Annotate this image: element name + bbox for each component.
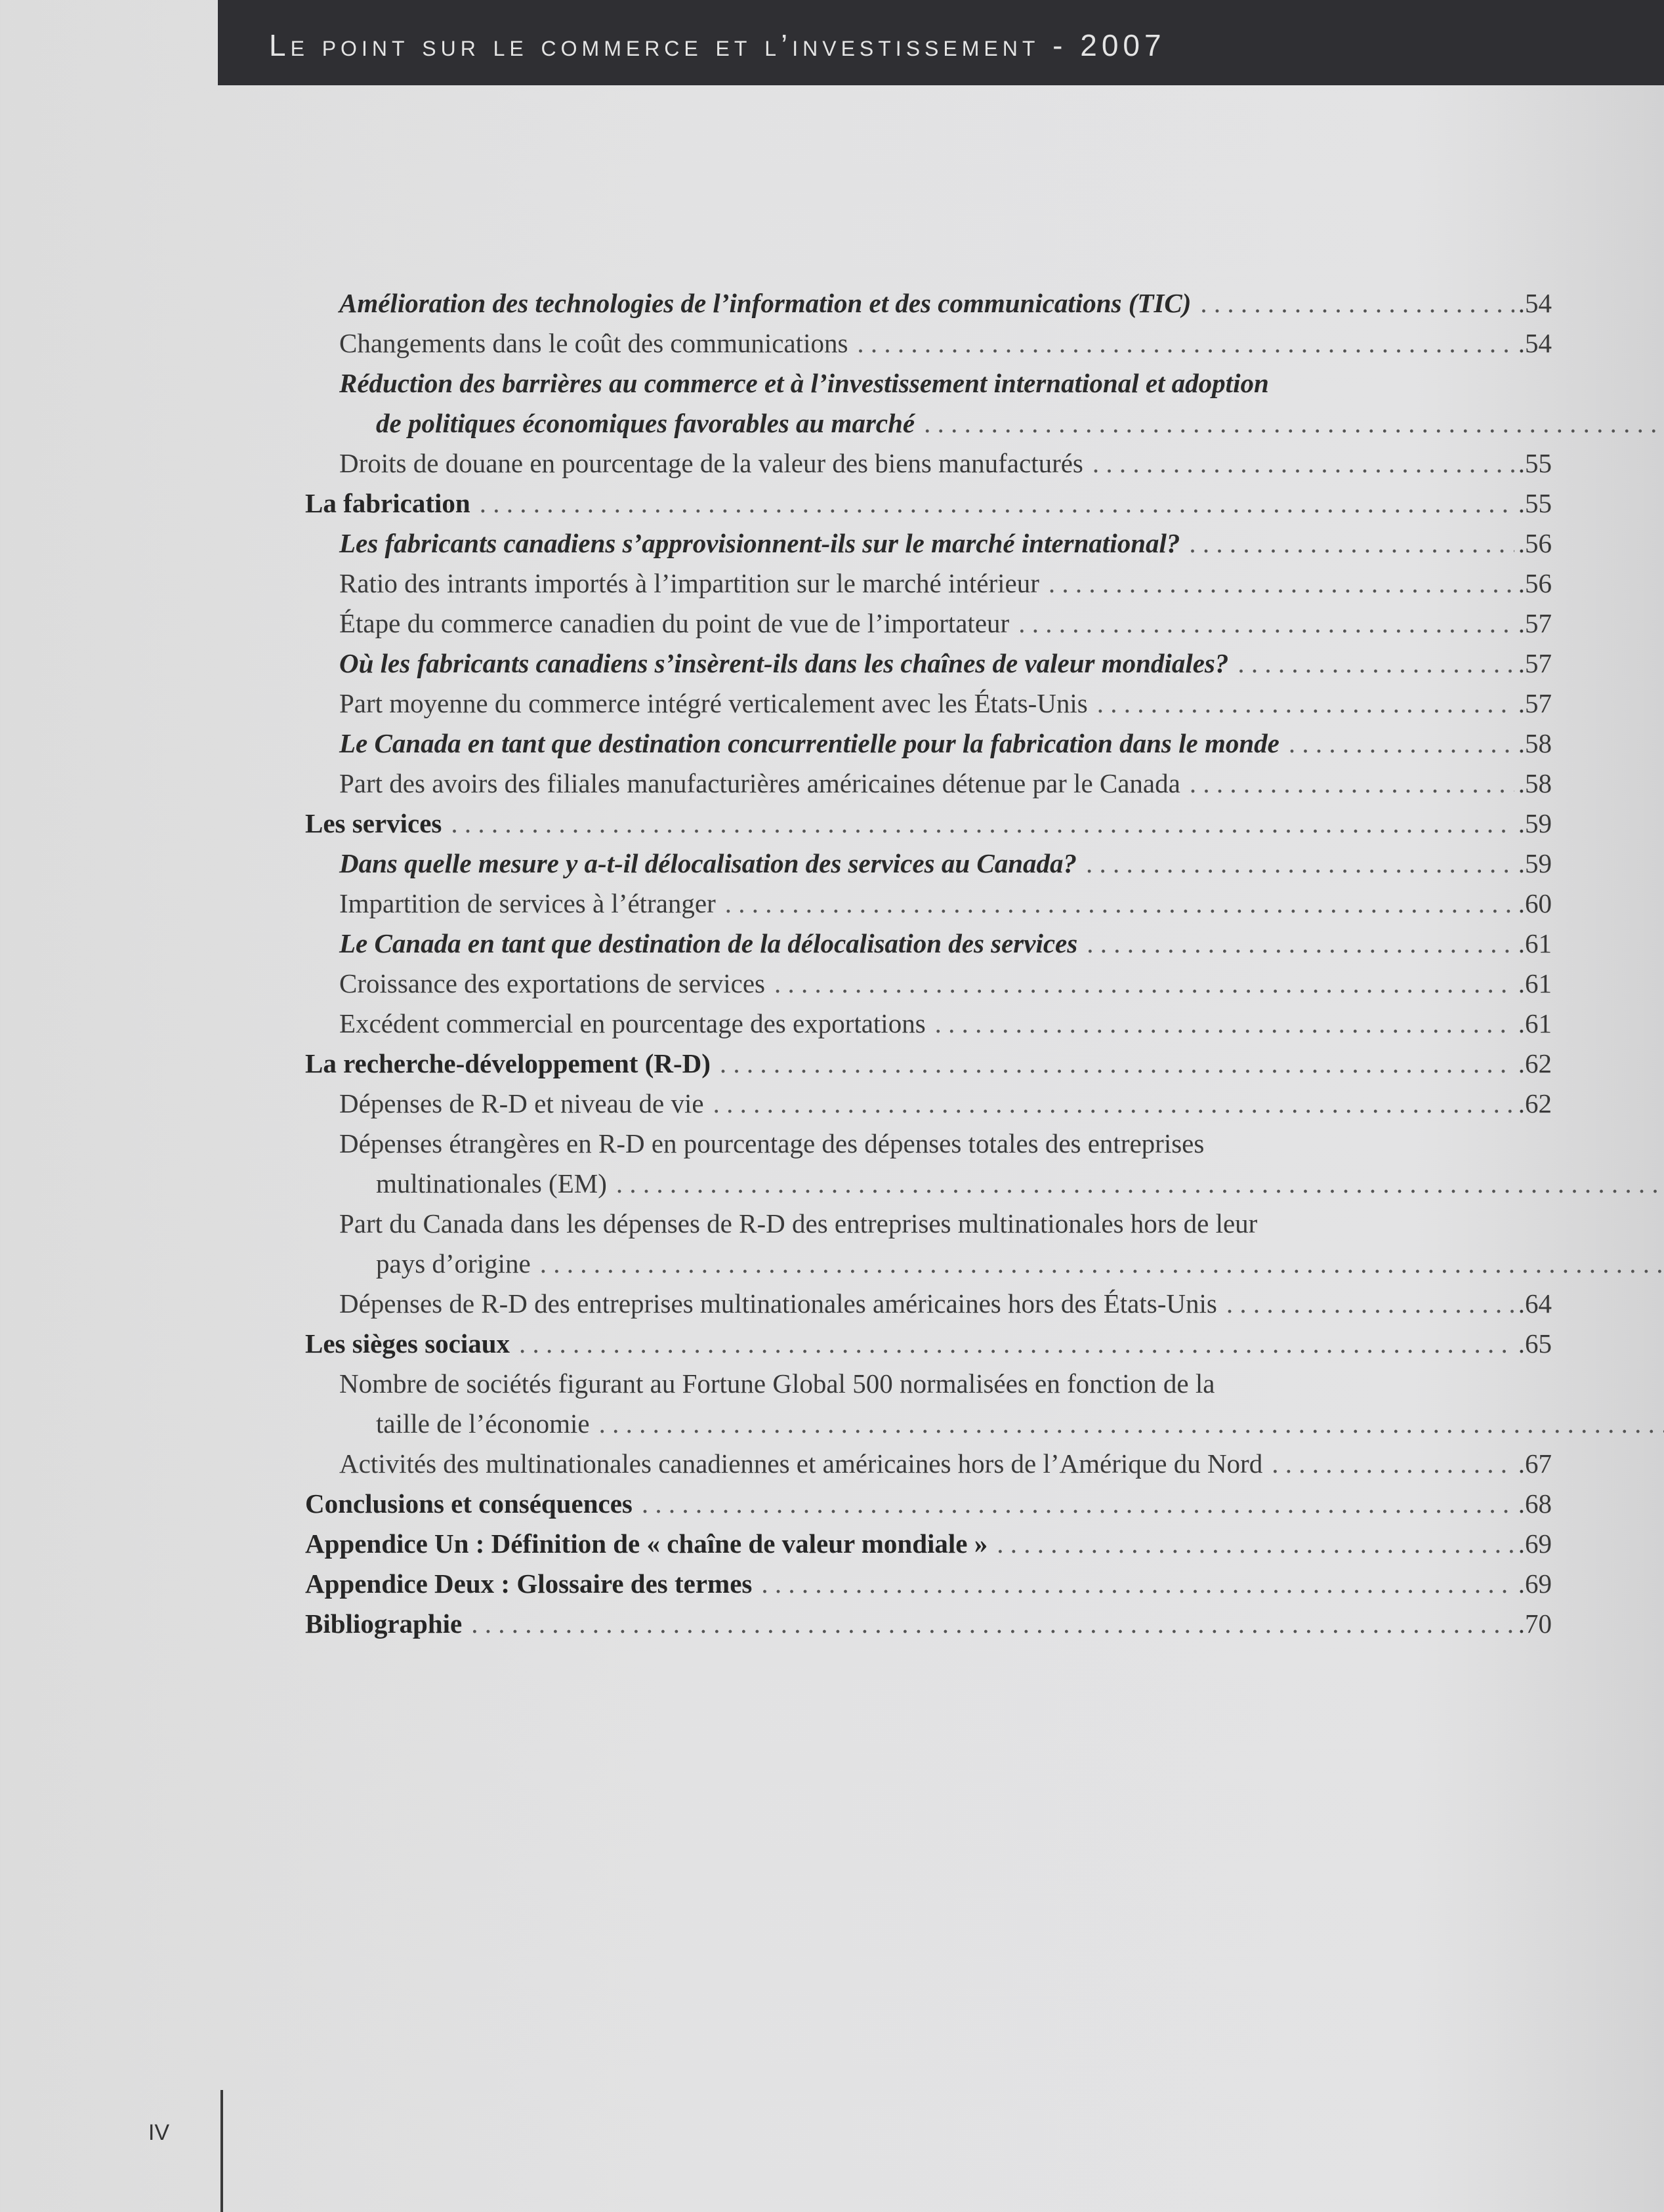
toc-entry-title: Le Canada en tant que destination de la délocalisation des services <box>339 928 1078 958</box>
toc-entry-title: Les fabricants canadiens s’approvisionnent-ils sur le marché international? <box>339 528 1180 558</box>
toc-entry-title: Croissance des exportations de services <box>339 968 765 998</box>
dot-leader <box>1289 724 1514 764</box>
toc-entry[interactable] <box>305 1524 1552 1564</box>
toc-page-number: .57 <box>1518 648 1552 678</box>
toc-page-number: .65 <box>1518 1328 1552 1359</box>
toc-entry[interactable] <box>305 844 1552 884</box>
dot-leader <box>774 964 1514 1004</box>
toc-entry[interactable] <box>305 644 1552 684</box>
dot-leader <box>1087 924 1514 964</box>
dot-leader <box>471 1604 1514 1644</box>
dot-leader <box>599 1408 1664 1439</box>
toc-entry[interactable] <box>305 1444 1552 1484</box>
dot-leader <box>1190 764 1514 804</box>
toc-entry-title: Où les fabricants canadiens s’insèrent-ils dans les chaînes de valeur mondiales? <box>339 648 1229 678</box>
toc-entry[interactable] <box>305 363 1552 443</box>
toc-page-number: .57 <box>1518 688 1552 718</box>
dot-leader <box>1272 1444 1514 1484</box>
toc-page-number: .54 <box>1518 328 1552 358</box>
toc-entry[interactable] <box>305 684 1552 724</box>
toc-entry[interactable] <box>305 924 1552 964</box>
toc-page-number: .58 <box>1518 728 1552 758</box>
toc-entry-title: Les services <box>305 808 442 838</box>
toc-entry-title-continued: pays d’origine <box>376 1248 531 1279</box>
dot-leader <box>997 1524 1514 1564</box>
dot-leader <box>451 804 1514 844</box>
toc-entry[interactable] <box>305 1484 1552 1524</box>
toc-entry[interactable] <box>305 483 1552 523</box>
dot-leader <box>480 483 1514 523</box>
dot-leader <box>1092 443 1514 483</box>
dot-leader <box>857 323 1514 363</box>
toc-entry-title: Dans quelle mesure y a-t-il délocalisation des services au Canada? <box>339 848 1077 878</box>
dot-leader <box>1049 563 1514 604</box>
toc-entry-title: Part des avoirs des filiales manufacturières américaines détenue par le Canada <box>339 768 1180 798</box>
toc-page-number: .69 <box>1518 1568 1552 1599</box>
toc-entry-title: Part du Canada dans les dépenses de R-D des entreprises multinationales hors de leur <box>339 1208 1258 1239</box>
dot-leader <box>725 884 1514 924</box>
toc-entry-title: Conclusions et conséquences <box>305 1488 633 1519</box>
toc-entry[interactable] <box>305 1124 1552 1204</box>
toc-entry-title: Dépenses étrangères en R-D en pourcentage des dépenses totales des entreprises <box>339 1128 1205 1158</box>
toc-entry-title: Étape du commerce canadien du point de vue de l’importateur <box>339 608 1010 638</box>
page-number: IV <box>148 2120 170 2145</box>
toc-page-number: .54 <box>1518 288 1552 318</box>
toc-page-number: .70 <box>1518 1608 1552 1639</box>
table-of-contents <box>305 283 1552 1644</box>
dot-leader <box>1189 523 1514 563</box>
toc-entry[interactable] <box>305 523 1552 563</box>
toc-entry[interactable] <box>305 1324 1552 1364</box>
toc-entry[interactable] <box>305 764 1552 804</box>
toc-entry-title: Nombre de sociétés figurant au Fortune Global 500 normalisées en fonction de la <box>339 1368 1215 1399</box>
toc-entry-title: Dépenses de R-D et niveau de vie <box>339 1088 704 1118</box>
toc-entry[interactable] <box>305 1204 1552 1284</box>
toc-entry-title: Ratio des intrants importés à l’impartition sur le marché intérieur <box>339 568 1039 598</box>
toc-entry-title: La recherche-développement (R-D) <box>305 1048 711 1078</box>
toc-page-number: .62 <box>1518 1088 1552 1118</box>
toc-page-number: .56 <box>1518 568 1552 598</box>
dot-leader <box>924 408 1664 438</box>
toc-entry[interactable] <box>305 804 1552 844</box>
toc-entry[interactable] <box>305 604 1552 644</box>
toc-page-number: .61 <box>1518 1008 1552 1038</box>
toc-entry[interactable] <box>305 1364 1552 1444</box>
dot-leader <box>713 1084 1514 1124</box>
toc-entry[interactable] <box>305 1604 1552 1644</box>
toc-entry[interactable] <box>305 1004 1552 1044</box>
dot-leader <box>1097 684 1514 724</box>
dot-leader <box>761 1564 1514 1604</box>
toc-page-number: .62 <box>1518 1048 1552 1078</box>
toc-entry-title: Activités des multinationales canadiennes et américaines hors de l’Amérique du Nord <box>339 1448 1263 1479</box>
toc-entry-title: Les sièges sociaux <box>305 1328 510 1359</box>
dot-leader <box>540 1248 1664 1279</box>
toc-page-number: .55 <box>1518 488 1552 518</box>
toc-page-number: .56 <box>1518 528 1552 558</box>
toc-page-number: .55 <box>1518 448 1552 478</box>
toc-entry[interactable] <box>305 1044 1552 1084</box>
toc-entry[interactable] <box>305 724 1552 764</box>
toc-entry[interactable] <box>305 443 1552 483</box>
dot-leader <box>935 1004 1514 1044</box>
toc-entry-title: Le Canada en tant que destination concurrentielle pour la fabrication dans le monde <box>339 728 1279 758</box>
toc-page-number: .59 <box>1518 808 1552 838</box>
toc-entry[interactable] <box>305 323 1552 363</box>
dot-leader <box>1200 283 1514 323</box>
toc-entry-title: Appendice Un : Définition de « chaîne de valeur mondiale » <box>305 1528 988 1559</box>
running-header-title: Le point sur le commerce et l’investissement - 2007 <box>269 28 1166 62</box>
toc-page-number: .57 <box>1518 608 1552 638</box>
toc-entry-title: Droits de douane en pourcentage de la valeur des biens manufacturés <box>339 448 1083 478</box>
toc-page-number: .61 <box>1518 928 1552 958</box>
toc-entry[interactable] <box>305 1084 1552 1124</box>
toc-page-number: .68 <box>1518 1488 1552 1519</box>
toc-entry[interactable] <box>305 964 1552 1004</box>
toc-entry-title: Bibliographie <box>305 1608 463 1639</box>
toc-page-number: .64 <box>1518 1288 1552 1319</box>
dot-leader <box>1238 644 1514 684</box>
dot-leader <box>1086 844 1514 884</box>
toc-entry[interactable] <box>305 1284 1552 1324</box>
toc-entry[interactable] <box>305 283 1552 323</box>
dot-leader <box>720 1044 1514 1084</box>
toc-entry-title: Amélioration des technologies de l’information et des communications (TIC) <box>339 288 1192 318</box>
toc-entry-title: Changements dans le coût des communications <box>339 328 848 358</box>
toc-entry-title: Dépenses de R-D des entreprises multinationales américaines hors des États-Unis <box>339 1288 1217 1319</box>
toc-entry-title: La fabrication <box>305 488 470 518</box>
toc-entry-title: Part moyenne du commerce intégré verticalement avec les États-Unis <box>339 688 1088 718</box>
toc-entry-title: Réduction des barrières au commerce et à l’investissement international et adoption <box>339 368 1269 398</box>
toc-page-number: .61 <box>1518 968 1552 998</box>
toc-page-number: .67 <box>1518 1448 1552 1479</box>
toc-page-number: .58 <box>1518 768 1552 798</box>
dot-leader <box>616 1168 1664 1198</box>
toc-entry-title-continued: taille de l’économie <box>376 1408 590 1439</box>
toc-entry-title: Appendice Deux : Glossaire des termes <box>305 1568 753 1599</box>
dot-leader <box>1018 604 1514 644</box>
toc-entry[interactable] <box>305 884 1552 924</box>
dot-leader <box>519 1324 1514 1364</box>
dot-leader <box>642 1484 1514 1524</box>
dot-leader <box>1226 1284 1514 1324</box>
toc-entry-title-continued: de politiques économiques favorables au marché <box>376 408 915 438</box>
toc-entry-title: Excédent commercial en pourcentage des exportations <box>339 1008 926 1038</box>
toc-page-number: .69 <box>1518 1528 1552 1559</box>
toc-entry[interactable] <box>305 563 1552 604</box>
toc-page-number: .59 <box>1518 848 1552 878</box>
footer-rule <box>220 2090 223 2212</box>
toc-entry-title-continued: multinationales (EM) <box>376 1168 607 1198</box>
toc-page-number: .60 <box>1518 888 1552 918</box>
toc-entry[interactable] <box>305 1564 1552 1604</box>
toc-entry-title: Impartition de services à l’étranger <box>339 888 716 918</box>
